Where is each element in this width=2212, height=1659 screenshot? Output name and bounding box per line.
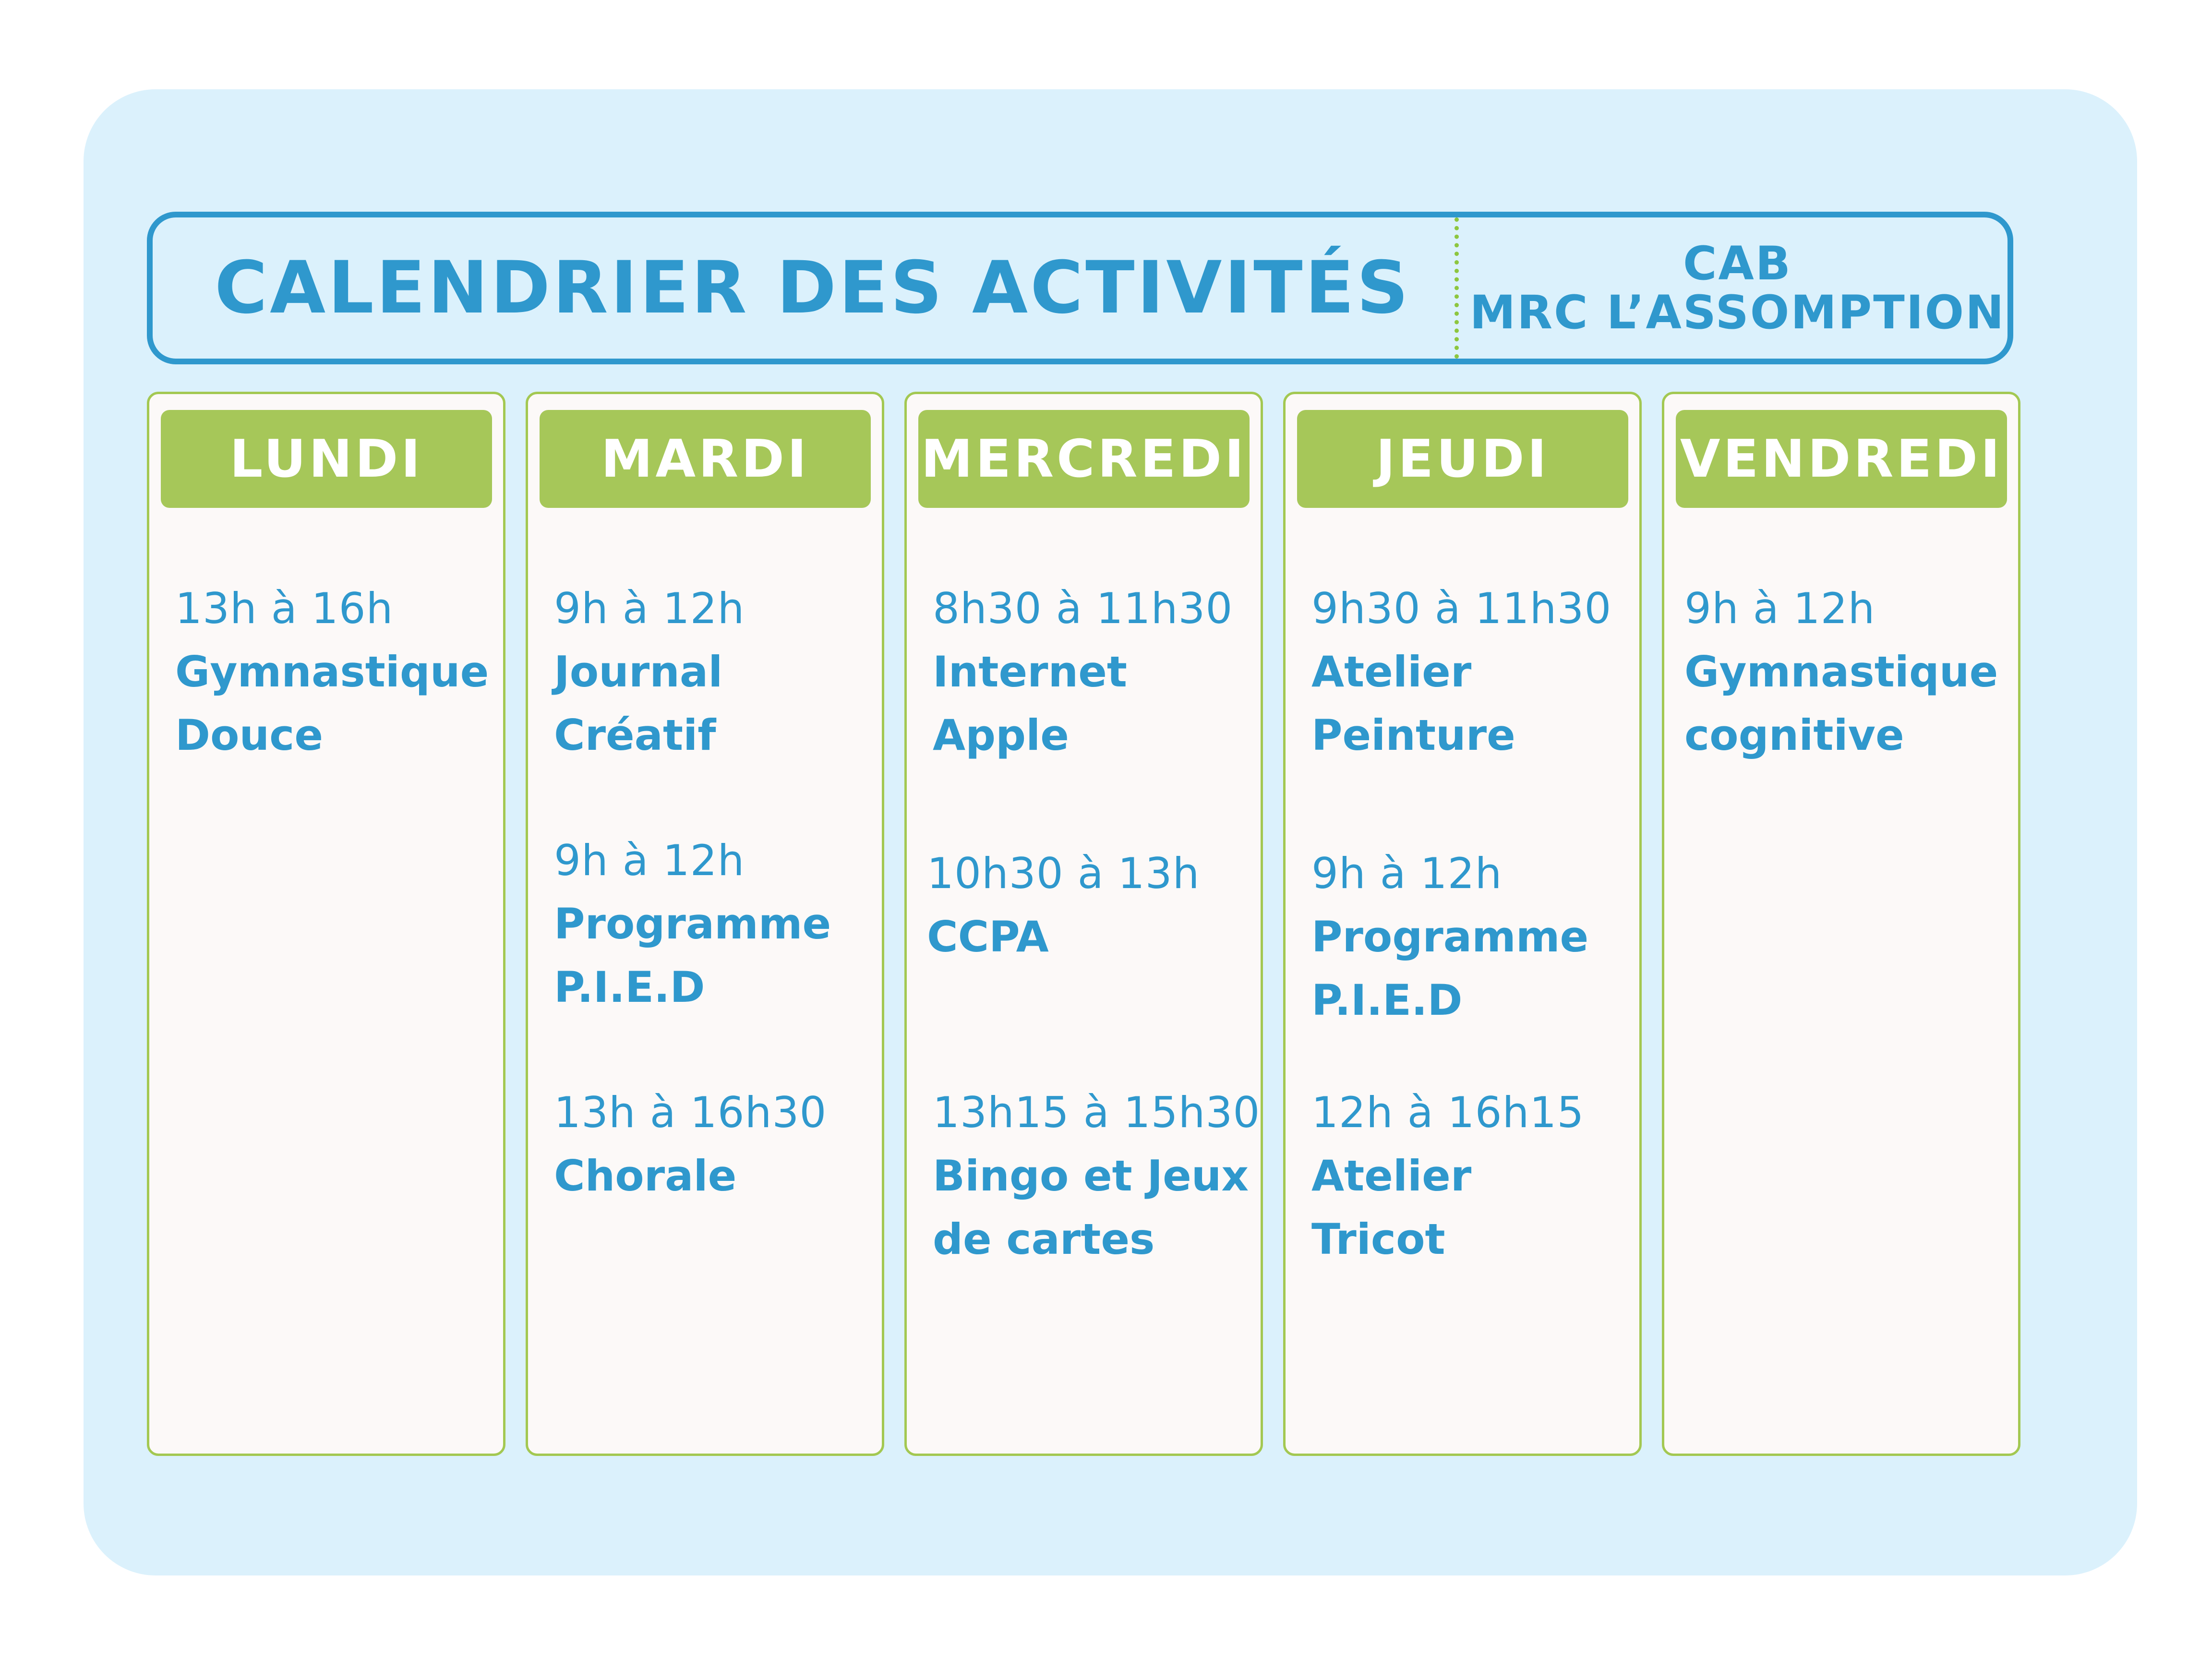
header-divider	[1455, 217, 1459, 359]
activity-time: 9h30 à 11h30	[1311, 584, 1612, 633]
activity-name: P.I.E.D	[1311, 975, 1463, 1025]
activity-time: 13h à 16h30	[554, 1088, 827, 1137]
day-column-mardi	[526, 392, 884, 1456]
activity-name: Créatif	[554, 710, 716, 760]
activity-item	[1311, 842, 1588, 1032]
activity-name: Bingo et Jeux	[933, 1151, 1249, 1201]
activity-time: 13h15 à 15h30	[933, 1088, 1261, 1137]
activity-item	[554, 829, 831, 1019]
day-column-jeudi	[1283, 392, 1642, 1456]
activity-item	[1684, 577, 1998, 767]
calendar-header	[147, 212, 2013, 364]
activity-time: 9h à 12h	[554, 584, 745, 633]
page-title: CALENDRIER DES ACTIVITÉS	[215, 246, 1411, 330]
activity-item	[554, 577, 745, 767]
activity-name: Atelier	[1311, 1151, 1472, 1201]
activity-name: Journal	[554, 647, 723, 697]
organization-line-1: CAB	[1683, 237, 1792, 290]
activity-name: CCPA	[927, 912, 1049, 962]
activity-time: 8h30 à 11h30	[933, 584, 1233, 633]
activity-time: 10h30 à 13h	[927, 849, 1200, 898]
activity-time: 9h à 12h	[1684, 584, 1875, 633]
day-column-lundi	[147, 392, 505, 1456]
activity-name: de cartes	[933, 1214, 1155, 1264]
day-header-mercredi: MERCREDI	[918, 410, 1250, 508]
activity-name: P.I.E.D	[554, 962, 705, 1012]
activity-time: 9h à 12h	[554, 836, 745, 885]
activity-time: 13h à 16h	[175, 584, 394, 633]
activity-name: Atelier	[1311, 647, 1472, 697]
activity-name: Peinture	[1311, 710, 1515, 760]
day-header-jeudi: JEUDI	[1297, 410, 1628, 508]
organization-name	[1462, 217, 2013, 359]
day-column-mercredi	[904, 392, 1263, 1456]
activity-item	[175, 577, 489, 767]
activity-item	[1311, 1081, 1584, 1271]
activity-name: Douce	[175, 710, 323, 760]
activity-name: Gymnastique	[175, 647, 489, 697]
day-column-vendredi	[1662, 392, 2020, 1456]
activity-name: cognitive	[1684, 710, 1904, 760]
activity-item	[933, 577, 1233, 767]
day-header-vendredi: VENDREDI	[1676, 410, 2007, 508]
day-header-lundi: LUNDI	[161, 410, 492, 508]
day-header-mardi: MARDI	[540, 410, 871, 508]
activity-item	[933, 1081, 1260, 1271]
activity-name: Programme	[1311, 912, 1589, 962]
activity-name: Gymnastique	[1684, 647, 1998, 697]
activity-name: Chorale	[554, 1151, 737, 1201]
organization-line-2: MRC L’ASSOMPTION	[1469, 286, 2006, 339]
activity-name: Apple	[933, 710, 1069, 760]
activity-time: 12h à 16h15	[1311, 1088, 1585, 1137]
activity-name: Programme	[554, 899, 831, 949]
activity-item	[554, 1081, 827, 1208]
activity-item	[1311, 577, 1611, 767]
activity-name: Tricot	[1311, 1214, 1445, 1264]
activity-time: 9h à 12h	[1311, 849, 1503, 898]
activity-item	[927, 842, 1200, 969]
activity-name: Internet	[933, 647, 1127, 697]
